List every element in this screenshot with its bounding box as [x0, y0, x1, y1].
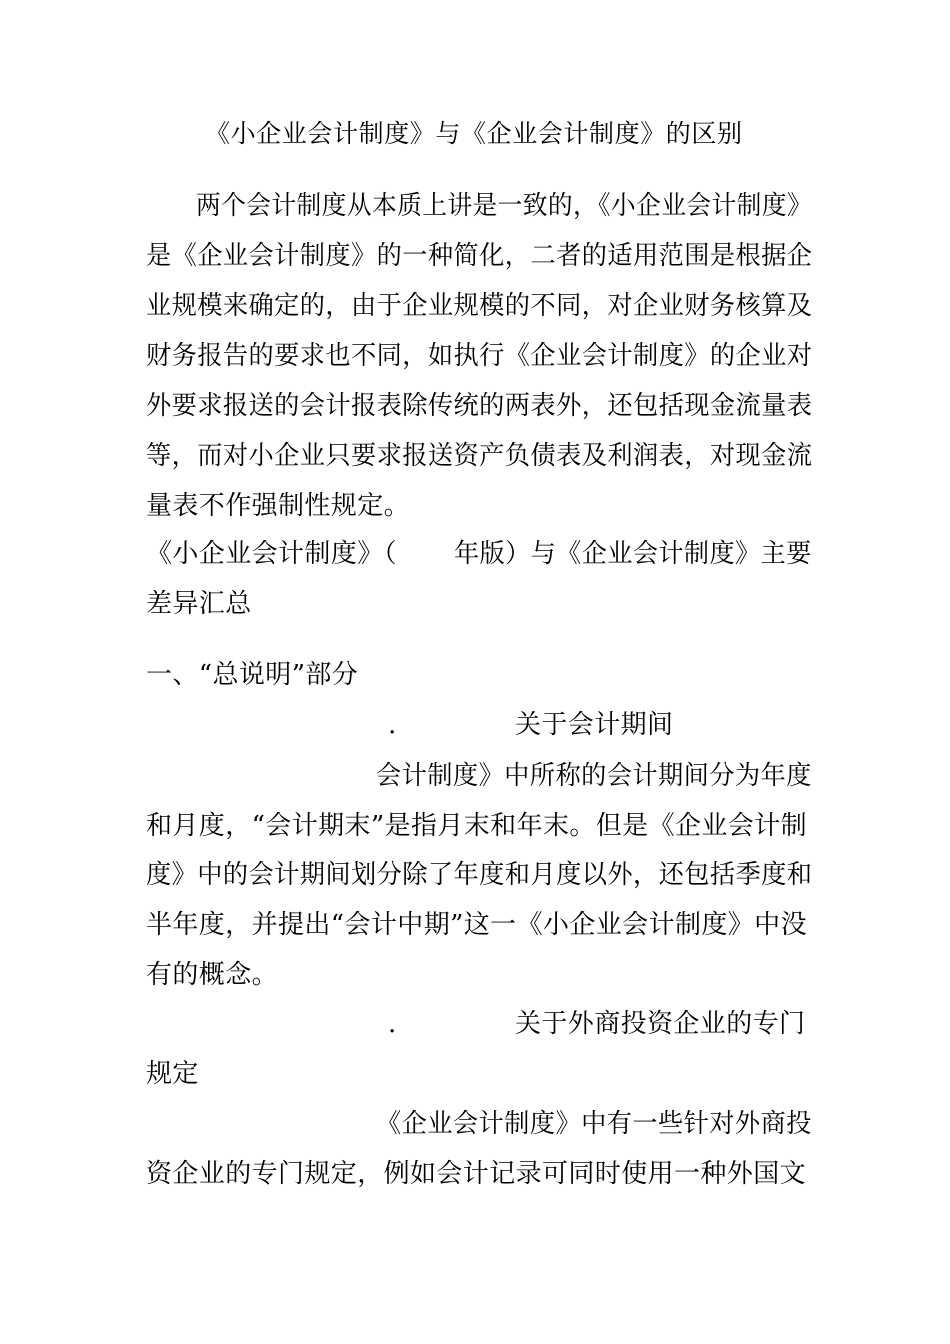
intro-line-2: 是《企业会计制度》的一种简化，二者的适用范围是根据企 — [146, 241, 813, 271]
item1-line-5: 有的概念。 — [146, 960, 279, 990]
item1-dot: . — [388, 710, 397, 740]
document-title: 《小企业会计制度》与《企业会计制度》的区别 — [205, 119, 743, 148]
intro-line-6: 等，而对小企业只要求报送资产负债表及利润表，对现金流 — [146, 441, 813, 471]
section1-heading: 一、“总说明”部分 — [146, 660, 359, 690]
summary-heading-line2: 差异汇总 — [146, 589, 252, 619]
intro-line-5: 外要求报送的会计报表除传统的两表外，还包括现金流量表 — [146, 391, 813, 421]
summary-heading-part1: 《小企业会计制度》（ — [146, 539, 398, 569]
item1-title: 关于会计期间 — [515, 710, 674, 740]
item2-title-cont: 规定 — [146, 1059, 199, 1089]
item2-dot: . — [388, 1009, 397, 1039]
intro-line-4: 财务报告的要求也不同，如执行《企业会计制度》的企业对 — [146, 341, 813, 371]
item2-line-1: 《企业会计制度》中有一些针对外商投 — [376, 1109, 812, 1139]
item1-line-3: 度》中的会计期间划分除了年度和月度以外，还包括季度和 — [146, 860, 813, 890]
summary-heading-part2: 年版）与《企业会计制度》主要 — [454, 539, 812, 569]
intro-line-1: 两个会计制度从本质上讲是一致的，《小企业会计制度》 — [196, 191, 813, 221]
item2-line-2: 资企业的专门规定，例如会计记录可同时使用一种外国文 — [146, 1159, 807, 1189]
item2-title: 关于外商投资企业的专门 — [515, 1009, 806, 1039]
item1-line-4: 半年度，并提出“会计中期”这一《小企业会计制度》中没 — [146, 910, 807, 940]
item1-line-2: 和月度，“会计期末”是指月末和年末。但是《企业会计制 — [146, 811, 807, 841]
item1-line-1: 会计制度》中所称的会计期间分为年度 — [376, 761, 812, 791]
intro-line-7: 量表不作强制性规定。 — [146, 491, 411, 521]
intro-line-3: 业规模来确定的，由于企业规模的不同，对企业财务核算及 — [146, 291, 813, 321]
